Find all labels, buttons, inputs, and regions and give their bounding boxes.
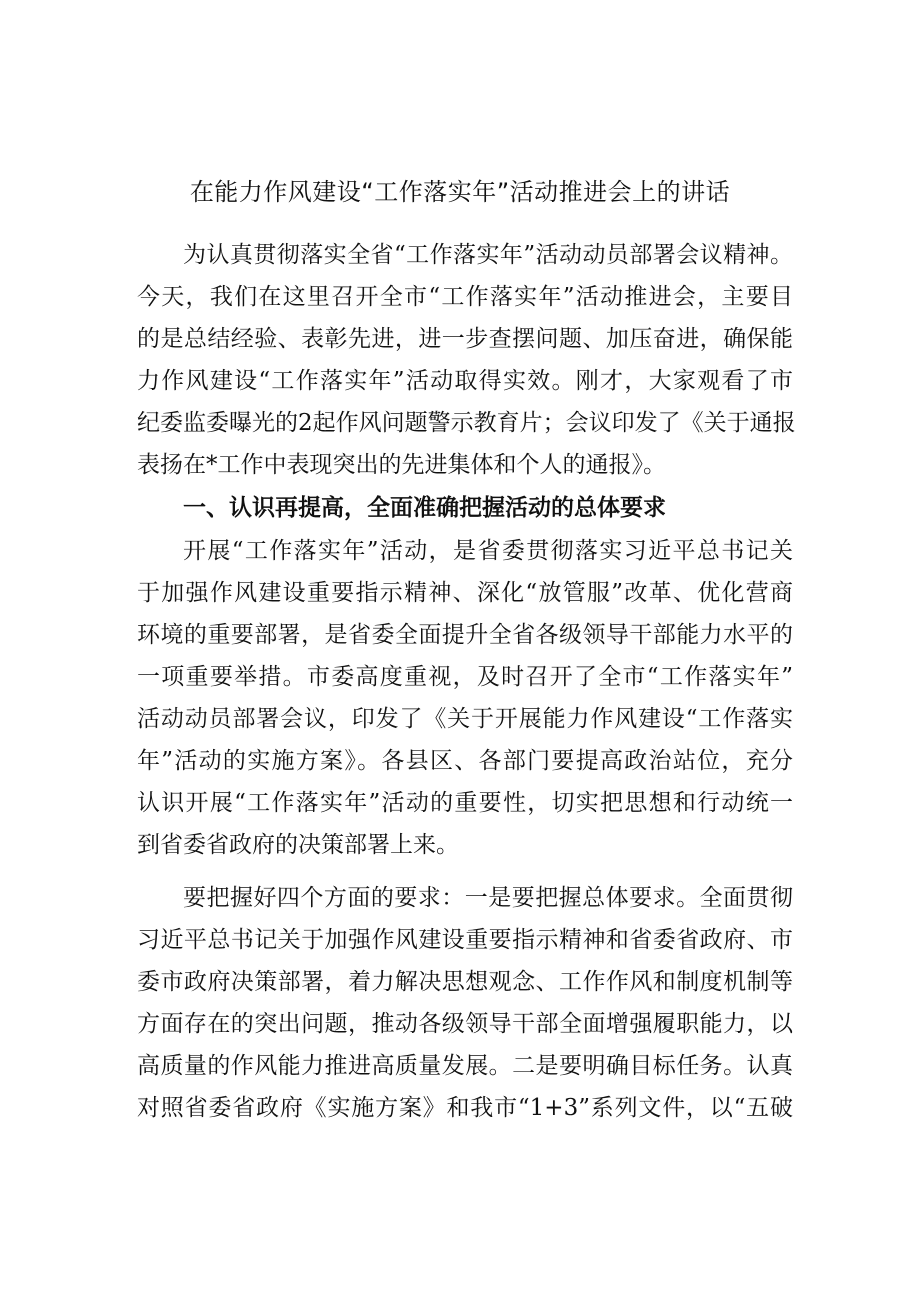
text-line: 年”活动的实施方案》。各县区、各部门要提高政治站位，充分 (137, 748, 793, 774)
text-line: 方面存在的突出问题，推动各级领导干部全面增强履职能力，以 (137, 1011, 793, 1037)
text-line: 表扬在*工作中表现突出的先进集体和个人的通报》。 (137, 452, 666, 478)
text-line: 一项重要举措。市委高度重视，及时召开了全市“工作落实年” (137, 664, 793, 690)
paragraph-spacer (137, 866, 793, 877)
text-line: 开展“工作落实年”活动，是省委贯彻落实习近平总书记关 (183, 538, 793, 564)
text-line: 为认真贯彻落实全省“工作落实年”活动动员部署会议精神。 (183, 242, 793, 268)
text-line: 高质量的作风能力推进高质量发展。二是要明确目标任务。认真 (137, 1053, 793, 1079)
paragraph-1 (137, 234, 796, 486)
section-heading: 一、认识再提高，全面准确把握活动的总体要求 (183, 495, 666, 521)
paragraph-3 (137, 877, 793, 1129)
text-line: 今天，我们在这里召开全市“工作落实年”活动推进会，主要目 (137, 284, 793, 310)
text-line: 对照省委省政府《实施方案》和我市“1+3”系列文件，以“五破 (137, 1095, 793, 1121)
text-line: 环境的重要部署，是省委全面提升全省各级领导干部能力水平的 (137, 622, 793, 648)
document-title: 在能力作风建设“工作落实年”活动推进会上的讲话 (189, 178, 731, 206)
text-line: 要把握好四个方面的要求：一是要把握总体要求。全面贯彻 (183, 885, 793, 911)
text-line: 力作风建设“工作落实年”活动取得实效。刚才，大家观看了市 (137, 368, 793, 394)
text-line: 纪委监委曝光的2起作风问题警示教育片；会议印发了《关于通报 (137, 410, 796, 436)
text-line: 活动动员部署会议，印发了《关于开展能力作风建设“工作落实 (137, 706, 793, 732)
text-line: 委市政府决策部署，着力解决思想观念、工作作风和制度机制等 (137, 969, 793, 995)
text-line: 于加强作风建设重要指示精神、深化“放管服”改革、优化营商 (137, 580, 793, 606)
text-line: 的是总结经验、表彰先进，进一步查摆问题、加压奋进，确保能 (137, 326, 793, 352)
document-body (137, 234, 796, 1129)
text-line: 到省委省政府的决策部署上来。 (137, 832, 459, 858)
paragraph-2 (137, 530, 793, 866)
text-line: 习近平总书记关于加强作风建设重要指示精神和省委省政府、市 (137, 927, 793, 953)
text-line: 认识开展“工作落实年”活动的重要性，切实把思想和行动统一 (137, 790, 793, 816)
